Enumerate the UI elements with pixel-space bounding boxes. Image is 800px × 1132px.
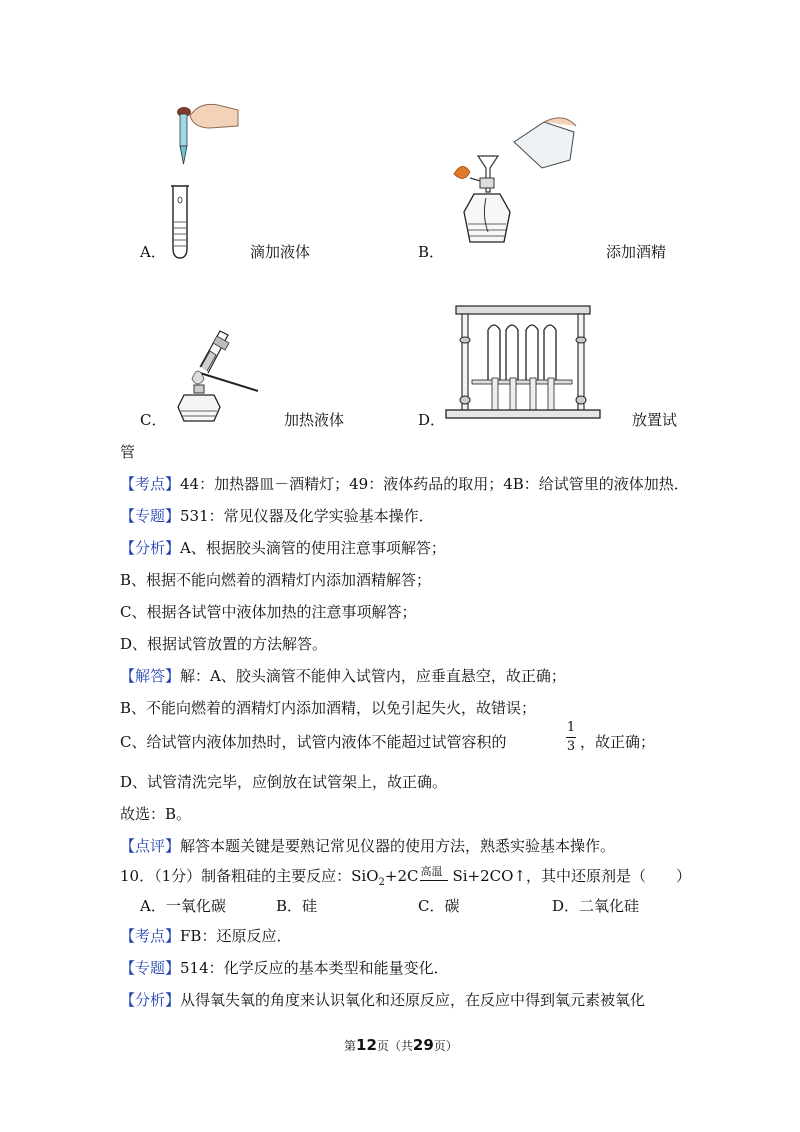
option-d-caption: 放置试 bbox=[632, 411, 678, 429]
jieda-tag: 【解答】 bbox=[120, 667, 181, 685]
figure-test-tube-rack bbox=[442, 300, 602, 420]
dianping-text: 解答本题关键是要熟记常见仪器的使用方法，熟悉实验基本操作。 bbox=[180, 837, 616, 855]
question-10-stem bbox=[120, 866, 691, 893]
footer-suffix: 页） bbox=[433, 1039, 458, 1053]
jieda-line-c-text: C、给试管内液体加热时，试管内液体不能超过试管容积的 bbox=[120, 733, 507, 751]
q10-fenxi-tag: 【分析】 bbox=[120, 991, 181, 1009]
option-d-letter: D． bbox=[418, 411, 446, 429]
q10-option-d[interactable]: D．二氧化硅 bbox=[552, 897, 640, 915]
arrow-line bbox=[420, 880, 448, 881]
option-b-letter: B． bbox=[418, 243, 445, 261]
footer-mid: 页（共 bbox=[376, 1039, 413, 1053]
q10-kaodian-tag: 【考点】 bbox=[120, 927, 181, 945]
stem-suffix: Si+2CO↑，其中还原剂是（ ） bbox=[452, 867, 692, 885]
stem-mid: +2C bbox=[384, 867, 419, 885]
fenxi-text: A、根据胶头滴管的使用注意事项解答； bbox=[180, 539, 446, 557]
figure-heating-liquid bbox=[170, 325, 270, 430]
option-d-caption-wrap: 管 bbox=[120, 443, 136, 461]
dianping-line bbox=[120, 836, 615, 856]
reaction-arrow bbox=[418, 866, 452, 886]
footer-prefix: 第 bbox=[344, 1039, 357, 1053]
q10-fenxi-line bbox=[120, 990, 645, 1010]
jieda-line-c-end: ，故正确； bbox=[580, 733, 656, 751]
kaodian-text: 44：加热器皿－酒精灯；49：液体药品的取用；4B：给试管里的液体加热． bbox=[180, 475, 689, 493]
answer-line: 故选：B。 bbox=[120, 805, 192, 823]
figure-adding-alcohol bbox=[444, 112, 584, 262]
fenxi-line-c: C、根据各试管中液体加热的注意事项解答； bbox=[120, 603, 417, 621]
dianping-tag: 【点评】 bbox=[120, 837, 181, 855]
jieda-line-d: D、试管清洗完毕，应倒放在试管架上，故正确。 bbox=[120, 773, 448, 791]
q10-kaodian-line bbox=[120, 926, 291, 946]
kaodian-line bbox=[120, 474, 689, 494]
stem-prefix: 10．（1分）制备粗硅的主要反应：SiO bbox=[120, 867, 379, 885]
q10-zhuanti-line bbox=[120, 958, 449, 978]
reaction-condition: 高温 bbox=[420, 865, 443, 878]
footer-page-number: 12 bbox=[356, 1036, 377, 1054]
footer-total-pages: 29 bbox=[412, 1036, 434, 1054]
fenxi-line-b: B、根据不能向燃着的酒精灯内添加酒精解答； bbox=[120, 571, 432, 589]
zhuanti-text: 531：常见仪器及化学实验基本操作． bbox=[180, 507, 434, 525]
jieda-line bbox=[120, 666, 566, 686]
option-c-letter: C． bbox=[140, 411, 167, 429]
zhuanti-line bbox=[120, 506, 434, 526]
option-a-letter: A． bbox=[140, 243, 166, 261]
subscript-2: 2 bbox=[378, 877, 385, 888]
option-c-caption: 加热液体 bbox=[284, 411, 345, 429]
q10-zhuanti-tag: 【专题】 bbox=[120, 959, 181, 977]
fenxi-line-d: D、根据试管放置的方法解答。 bbox=[120, 635, 328, 653]
figure-dropping-liquid bbox=[160, 98, 240, 268]
q10-option-a[interactable]: A．一氧化碳 bbox=[140, 897, 226, 915]
zhuanti-tag: 【专题】 bbox=[120, 507, 181, 525]
fenxi-line bbox=[120, 538, 446, 558]
jieda-text: 解：A、胶头滴管不能伸入试管内，应垂直悬空，故正确； bbox=[180, 667, 566, 685]
jieda-line-b: B、不能向燃着的酒精灯内添加酒精，以免引起失火，故错误； bbox=[120, 699, 537, 717]
fenxi-tag: 【分析】 bbox=[120, 539, 181, 557]
q10-option-c[interactable]: C．碳 bbox=[418, 897, 460, 915]
fraction-denominator: 3 bbox=[566, 739, 576, 754]
jieda-line-c bbox=[120, 732, 506, 752]
fraction-numerator: 1 bbox=[566, 720, 576, 735]
q10-zhuanti-text: 514：化学反应的基本类型和能量变化． bbox=[180, 959, 449, 977]
q10-option-b[interactable]: B．硅 bbox=[276, 897, 318, 915]
option-a-caption: 滴加液体 bbox=[250, 243, 311, 261]
page-footer bbox=[344, 1036, 458, 1054]
kaodian-tag: 【考点】 bbox=[120, 475, 181, 493]
option-b-caption: 添加酒精 bbox=[606, 243, 667, 261]
fraction-bar bbox=[566, 737, 576, 738]
q10-fenxi-text: 从得氧失氧的角度来认识氧化和还原反应，在反应中得到氧元素被氧化 bbox=[180, 991, 646, 1009]
q10-kaodian-text: FB：还原反应． bbox=[180, 927, 292, 945]
